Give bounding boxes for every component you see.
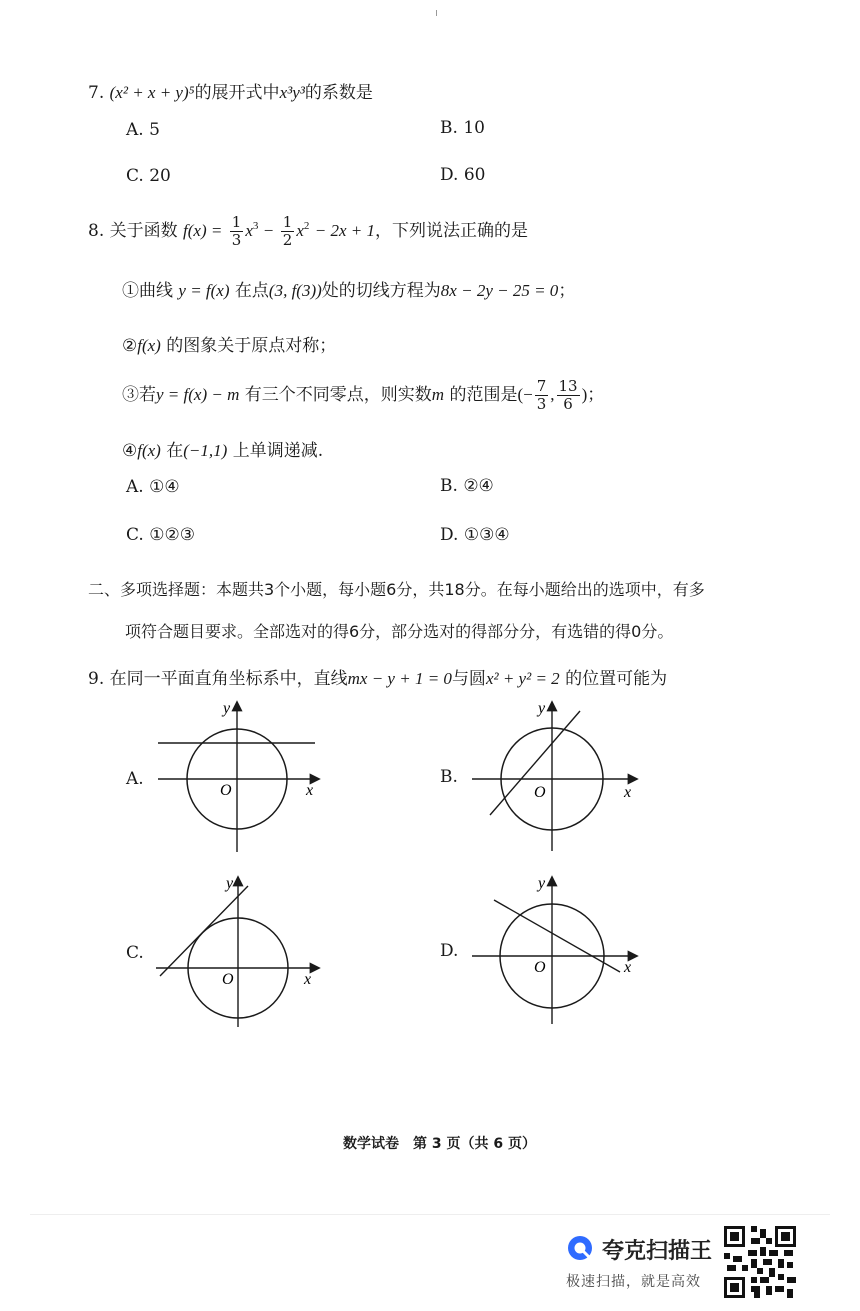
y-label: y (223, 700, 231, 717)
x-label: x (304, 971, 312, 988)
y-label: y (538, 875, 546, 892)
origin-label: O (534, 959, 546, 976)
q7-stem (88, 78, 373, 103)
q8-func: f(x) = (183, 221, 223, 240)
q7-expr: (x² + x + y)⁵ (109, 83, 195, 102)
quark-logo-icon (566, 1234, 594, 1262)
q7-term: x³y³ (279, 83, 305, 102)
graph-c (150, 872, 330, 1032)
q9-option-a-label: A. (126, 769, 144, 789)
q8-number: 8. (88, 221, 105, 241)
q8-prefix: 关于函数 (109, 221, 178, 241)
x-label: x (306, 782, 314, 799)
line (494, 900, 620, 972)
graph-a (150, 697, 330, 857)
q8-statement-2: ②f(x) 的图象关于原点对称； (122, 336, 337, 356)
q7-option-c: C. 20 (126, 166, 171, 186)
origin-label: O (220, 782, 232, 799)
q8-tail: ，下列说法正确的是 (375, 221, 529, 241)
watermark-slogan: 极速扫描，就是高效 (566, 1274, 701, 1290)
q9-option-b-label: B. (440, 767, 458, 787)
q9-option-d-label: D. (440, 941, 459, 961)
q9-option-c-label: C. (126, 943, 144, 963)
q8-statement-3: ③若y = f(x) − m 有三个不同零点，则实数m 的范围是(− $\frac{7}{3}$ , $\frac{13}{6}$ )； (122, 377, 605, 413)
fraction-7-3: $\frac{7}{3}$ (536, 377, 547, 413)
q8-option-a: A. ①④ (126, 477, 180, 497)
q7-text1: 的展开式中 (194, 83, 280, 103)
line (160, 886, 248, 976)
fraction-1-3: $\frac{1}{3}$ (231, 213, 242, 249)
origin-label: O (222, 971, 234, 988)
page-footer: 数学试卷 第 3 页（共 6 页） (343, 1136, 536, 1152)
q8-option-d: D. ①③④ (440, 525, 510, 545)
watermark-brand: 夸克扫描王 (602, 1239, 713, 1264)
y-label: y (538, 700, 546, 717)
section2-line1: 二、多项选择题：本题共3个小题，每小题6分，共18分。在每小题给出的选项中，有多 (88, 580, 705, 599)
x-label: x (624, 784, 632, 801)
q8-stem: 8. 关于函数 f(x) = $\frac{1}{3}$ $x^3$ − $\frac{1}{2}$ $x^2 - 2x + 1$，下列说法正确的是 (88, 213, 529, 249)
graph-b (466, 697, 646, 857)
q7-text2: 的系数是 (304, 83, 373, 103)
qr-code-icon (724, 1226, 796, 1298)
q8-option-b: B. ②④ (440, 476, 494, 496)
scan-mark (436, 10, 437, 16)
graph-d (466, 872, 646, 1032)
y-label: y (226, 875, 234, 892)
q7-option-b: B. 10 (440, 118, 485, 138)
fraction-1-2: $\frac{1}{2}$ (282, 213, 293, 249)
q7-option-a: A. 5 (126, 120, 160, 140)
q8-option-c: C. ①②③ (126, 525, 195, 545)
q8-statement-1: ①曲线 y = f(x) 在点(3, f(3))处的切线方程为8x − 2y − 25 = 0； (122, 281, 576, 301)
divider (30, 1214, 830, 1215)
fraction-13-6: $\frac{13}{6}$ (558, 377, 578, 413)
q8-statement-4: ④f(x) 在(−1,1) 上单调递减. (122, 441, 324, 461)
section2-line2: 项符合题目要求。全部选对的得6分，部分选对的得部分分，有选错的得0分。 (125, 622, 674, 641)
q7-number: 7. (88, 83, 105, 103)
origin-label: O (534, 784, 546, 801)
q9-stem: 9. 在同一平面直角坐标系中，直线mx − y + 1 = 0与圆x² + y² = 2 的位置可能为 (88, 669, 668, 689)
x-label: x (624, 959, 632, 976)
q7-option-d: D. 60 (440, 165, 486, 185)
